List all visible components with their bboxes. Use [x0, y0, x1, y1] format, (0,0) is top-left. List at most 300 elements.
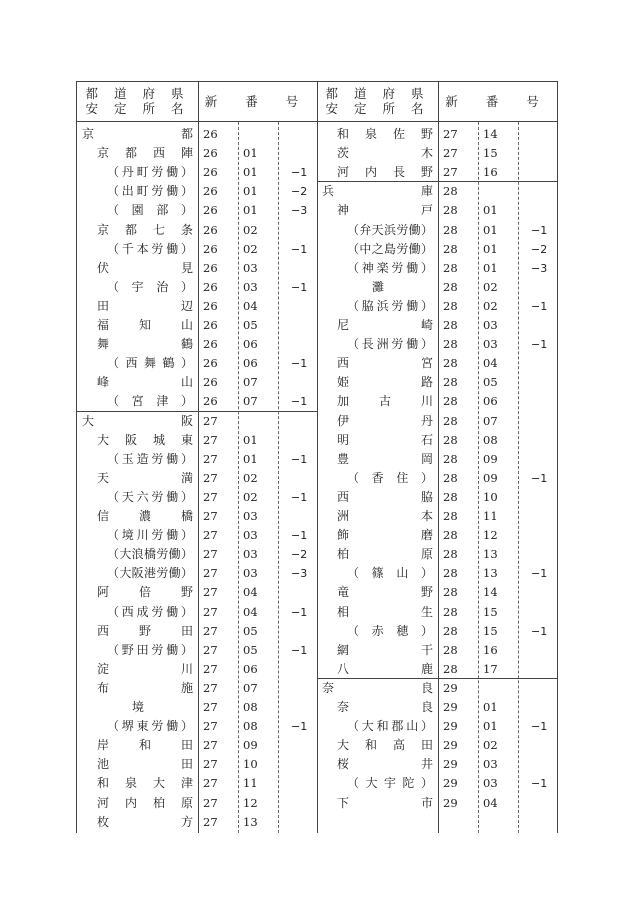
- prefecture-number: 26: [203, 337, 218, 352]
- prefecture-number: 27: [203, 642, 218, 657]
- prefecture-number: 27: [203, 757, 218, 772]
- office-number: 13: [483, 547, 498, 562]
- prefecture-number: 28: [443, 356, 458, 371]
- table-row: [77, 717, 317, 736]
- prefecture-number: 28: [443, 432, 458, 447]
- office-name: （ 境 川 労 働 ）: [107, 528, 193, 543]
- office-name-cell: [77, 717, 198, 736]
- sub-number: −3: [531, 261, 548, 275]
- office-number: 04: [483, 795, 498, 810]
- table-row: [77, 774, 317, 793]
- office-name: 洲 本: [337, 509, 433, 523]
- office-name: （ 野 田 労 働 ）: [107, 642, 193, 657]
- table-row: [317, 297, 558, 316]
- prefecture-number: 27: [203, 680, 218, 695]
- table-row: [77, 583, 317, 602]
- table-row: [77, 431, 317, 450]
- office-number: 09: [483, 470, 498, 485]
- office-name: （ 西 舞 鶴 ）: [107, 356, 193, 371]
- sub-number: −1: [291, 242, 308, 256]
- table-row: [317, 507, 558, 526]
- prefecture-number: 27: [443, 127, 458, 141]
- office-name-cell: [77, 755, 198, 774]
- office-name: 灘: [372, 279, 385, 294]
- table-header: [317, 82, 558, 122]
- prefecture-number: 28: [443, 489, 458, 504]
- table-row: [77, 125, 317, 144]
- office-number: 03: [483, 776, 498, 791]
- office-number: 06: [483, 394, 498, 409]
- office-name-cell: [77, 603, 198, 622]
- office-name: 舞 鶴: [97, 337, 193, 352]
- prefecture-number: 27: [203, 661, 218, 676]
- office-name-cell: [317, 507, 438, 526]
- table-row: [317, 450, 558, 469]
- table-row: [77, 240, 317, 259]
- prefecture-number: 29: [443, 719, 458, 734]
- table-row: [77, 603, 317, 622]
- office-name: 京 都 西 陣: [97, 146, 193, 161]
- office-number: 04: [483, 356, 498, 371]
- office-name: 和 泉 佐 野: [337, 127, 433, 141]
- prefecture-number: 28: [443, 394, 458, 409]
- sub-number: −1: [531, 624, 548, 638]
- office-name: 相 生: [337, 604, 433, 619]
- prefecture-number: 28: [443, 661, 458, 676]
- table-row: [77, 373, 317, 392]
- prefecture-number: 26: [203, 356, 218, 371]
- office-number: 04: [243, 298, 258, 313]
- name-header-line2: 安 定 所 名: [85, 101, 190, 116]
- table-row: [77, 259, 317, 278]
- prefecture-number: 26: [203, 298, 218, 313]
- office-number: 16: [483, 642, 498, 657]
- table-row: [317, 641, 558, 660]
- office-name-cell: [77, 201, 198, 220]
- sub-number: −1: [291, 280, 308, 294]
- prefecture-number: 27: [203, 795, 218, 810]
- office-name-cell: [77, 163, 198, 182]
- office-number: 03: [483, 757, 498, 772]
- office-number: 01: [483, 260, 498, 275]
- sub-number: −1: [531, 338, 548, 352]
- office-name: （ 弁 天 浜 労 働 ）: [347, 222, 433, 237]
- office-name-cell: [317, 259, 438, 278]
- table-row: [77, 507, 317, 526]
- office-name: 尼 崎: [337, 318, 433, 332]
- office-name: （ 宮 津 ）: [107, 394, 193, 409]
- table-row: [317, 412, 558, 431]
- office-name: （ 園 部 ）: [107, 203, 193, 218]
- office-name-cell: [317, 774, 438, 793]
- office-name-cell: [317, 679, 438, 698]
- prefecture-number: 29: [443, 680, 458, 695]
- table-row: [77, 335, 317, 354]
- prefecture-number: 28: [443, 585, 458, 600]
- office-number: 06: [243, 356, 258, 371]
- prefecture-number: 28: [443, 298, 458, 313]
- office-name: 八 鹿: [337, 661, 433, 676]
- office-name-cell: [317, 794, 438, 813]
- prefecture-number: 27: [203, 719, 218, 734]
- office-name-cell: [77, 794, 198, 813]
- office-name: （ 大 和 郡 山 ）: [347, 719, 433, 734]
- prefecture-number: 26: [203, 127, 218, 141]
- table-row: [77, 221, 317, 240]
- office-name-cell: [77, 144, 198, 163]
- office-name: 伏 見: [97, 260, 193, 275]
- office-name: （ 脇 浜 労 働 ）: [347, 298, 433, 313]
- table-row: [317, 163, 558, 182]
- table-row: [317, 240, 558, 259]
- office-number: 03: [483, 337, 498, 352]
- office-number: 03: [243, 260, 258, 275]
- name-header-line2: 安 定 所 名: [325, 101, 430, 116]
- table-row: [317, 698, 558, 717]
- office-name: 河 内 柏 原: [97, 795, 193, 810]
- office-name: 池 田: [97, 757, 193, 772]
- office-name-cell: [317, 412, 438, 431]
- office-number: 03: [243, 547, 258, 562]
- office-name-cell: [77, 583, 198, 602]
- office-name-cell: [77, 316, 198, 335]
- office-number: 15: [483, 604, 498, 619]
- office-name: 福 知 山: [97, 318, 193, 332]
- office-name-cell: [77, 545, 198, 564]
- prefecture-number: 27: [203, 776, 218, 791]
- table-body-right: [317, 122, 558, 833]
- table-row: [317, 583, 558, 602]
- office-name-cell: [317, 297, 438, 316]
- office-name-cell: [77, 813, 198, 832]
- office-number: 03: [243, 509, 258, 523]
- prefecture-number: 27: [203, 451, 218, 466]
- office-number: 01: [243, 146, 258, 161]
- table-row: [77, 469, 317, 488]
- office-number: 01: [483, 203, 498, 218]
- office-name: 網 干: [337, 642, 433, 657]
- prefecture-number: 28: [443, 604, 458, 619]
- office-name-cell: [317, 603, 438, 622]
- office-name: （ 長 洲 労 働 ）: [347, 337, 433, 352]
- office-number: 01: [483, 719, 498, 734]
- prefecture-number: 29: [443, 757, 458, 772]
- table-row: [77, 641, 317, 660]
- prefecture-number: 29: [443, 776, 458, 791]
- office-name-cell: [317, 431, 438, 450]
- office-name: 下 市: [337, 795, 433, 810]
- table-left-half: [77, 82, 318, 833]
- office-name: （ 神 楽 労 働 ）: [347, 260, 433, 275]
- office-name: （ 赤 穂 ）: [347, 623, 433, 638]
- office-number: 08: [483, 432, 498, 447]
- table-row: [317, 736, 558, 755]
- prefecture-number: 27: [443, 165, 458, 180]
- office-number: 11: [243, 776, 258, 791]
- prefecture-number: 27: [203, 509, 218, 523]
- office-number: 05: [483, 375, 498, 390]
- table-row: [317, 392, 558, 411]
- number-column-header: 新 番 号: [204, 94, 311, 109]
- prefecture-number: 26: [203, 279, 218, 294]
- office-number: 09: [483, 451, 498, 466]
- office-name: 大 和 高 田: [337, 738, 433, 753]
- prefecture-number: 28: [443, 623, 458, 638]
- office-number: 03: [243, 279, 258, 294]
- office-name-cell: [77, 622, 198, 641]
- office-name: 西 脇: [337, 489, 433, 504]
- prefecture-number: 28: [443, 337, 458, 352]
- prefecture-number: 27: [203, 585, 218, 600]
- prefecture-number: 28: [443, 184, 458, 199]
- office-name-cell: [317, 392, 438, 411]
- sub-number: −1: [291, 529, 308, 543]
- office-name-cell: [317, 717, 438, 736]
- prefecture-number: 28: [443, 222, 458, 237]
- office-number: 05: [243, 642, 258, 657]
- office-name-cell: [317, 469, 438, 488]
- office-name-cell: [317, 564, 438, 583]
- sub-number: −3: [291, 567, 308, 581]
- table-row: [317, 660, 558, 679]
- office-number: 02: [243, 470, 258, 485]
- office-number: 07: [243, 375, 258, 390]
- sub-number: −1: [531, 299, 548, 313]
- prefecture-number: 27: [203, 470, 218, 485]
- prefecture-number: 27: [203, 566, 218, 581]
- office-name-cell: [317, 526, 438, 545]
- office-number: 01: [243, 165, 258, 180]
- table-row: [317, 526, 558, 545]
- office-name: 飾 磨: [337, 528, 433, 543]
- table-row: [77, 144, 317, 163]
- office-name-cell: [317, 641, 438, 660]
- prefecture-number: 28: [443, 203, 458, 218]
- table-row: [317, 622, 558, 641]
- prefecture-number: 26: [203, 222, 218, 237]
- office-number: 01: [243, 451, 258, 466]
- office-number: 13: [483, 566, 498, 581]
- office-name: 布 施: [97, 680, 193, 695]
- table-row: [317, 201, 558, 220]
- office-name-cell: [77, 354, 198, 373]
- office-number: 02: [483, 298, 498, 313]
- office-name-cell: [317, 755, 438, 774]
- prefecture-number: 29: [443, 738, 458, 753]
- prefecture-number: 26: [203, 184, 218, 199]
- office-number: 01: [483, 241, 498, 256]
- office-name: 伊 丹: [337, 413, 433, 428]
- office-name-cell: [77, 412, 198, 431]
- office-number: 09: [243, 738, 258, 753]
- prefecture-number: 27: [203, 489, 218, 504]
- table-row: [317, 431, 558, 450]
- table-row: [317, 144, 558, 163]
- office-name: （ 出 町 労 働 ）: [107, 184, 193, 199]
- office-name: 明 石: [337, 432, 433, 447]
- office-name: 田 辺: [97, 298, 193, 313]
- sub-number: −1: [291, 605, 308, 619]
- table-row: [77, 660, 317, 679]
- office-number: 02: [243, 489, 258, 504]
- office-name-cell: [77, 526, 198, 545]
- prefecture-number: 27: [443, 146, 458, 161]
- office-number: 07: [483, 413, 498, 428]
- office-name-cell: [317, 583, 438, 602]
- table-row: [317, 354, 558, 373]
- office-number: 01: [483, 222, 498, 237]
- sub-number: −1: [291, 395, 308, 409]
- office-number: 17: [483, 661, 498, 676]
- office-name: 京 都: [82, 127, 193, 141]
- office-name-cell: [317, 278, 438, 297]
- name-column-header: [317, 82, 439, 121]
- office-name-cell: [77, 125, 198, 144]
- office-name-cell: [317, 660, 438, 679]
- office-name-cell: [317, 316, 438, 335]
- prefecture-number: 27: [203, 413, 218, 428]
- table-header: [77, 82, 317, 122]
- office-name-cell: [317, 201, 438, 220]
- office-number: 07: [243, 394, 258, 409]
- office-name: 阿 倍 野: [97, 585, 193, 600]
- office-name: 姫 路: [337, 375, 433, 390]
- table-row: [77, 278, 317, 297]
- prefecture-number: 27: [203, 814, 218, 829]
- table-row: [317, 181, 558, 201]
- sub-number: −1: [531, 720, 548, 734]
- table-row: [317, 259, 558, 278]
- office-name-cell: [77, 641, 198, 660]
- office-name-cell: [77, 259, 198, 278]
- office-name: 境: [132, 700, 145, 714]
- office-name: 京 都 七 条: [97, 222, 193, 237]
- office-name: （ 西 成 労 働 ）: [107, 604, 193, 619]
- office-name: （ 大 浪 橋 労 働 ）: [107, 547, 193, 562]
- table-row: [317, 125, 558, 144]
- office-name-cell: [77, 736, 198, 755]
- office-number: 04: [243, 604, 258, 619]
- prefecture-number: 28: [443, 413, 458, 428]
- office-name-cell: [77, 431, 198, 450]
- office-name-cell: [77, 240, 198, 259]
- office-name-cell: [317, 144, 438, 163]
- office-number: 15: [483, 146, 498, 161]
- prefecture-number: 28: [443, 260, 458, 275]
- table-row: [77, 163, 317, 182]
- office-name: 西 宮: [337, 356, 433, 371]
- table-row: [77, 794, 317, 813]
- table-row: [77, 813, 317, 832]
- prefecture-number: 28: [443, 566, 458, 581]
- office-number: 06: [243, 337, 258, 352]
- prefecture-number: 26: [203, 203, 218, 218]
- office-number: 02: [243, 222, 258, 237]
- office-name: 淀 川: [97, 661, 193, 676]
- office-number: 12: [483, 528, 498, 543]
- office-name-cell: [77, 660, 198, 679]
- office-name-cell: [77, 278, 198, 297]
- office-name-cell: [317, 335, 438, 354]
- prefecture-number: 27: [203, 623, 218, 638]
- table-row: [77, 411, 317, 431]
- office-name: 信 濃 橋: [97, 509, 193, 523]
- office-number: 08: [243, 700, 258, 714]
- office-name-cell: [77, 507, 198, 526]
- table-row: [317, 717, 558, 736]
- office-name: 和 泉 大 津: [97, 776, 193, 791]
- table-row: [77, 564, 317, 583]
- office-name: （ 玉 造 労 働 ）: [107, 451, 193, 466]
- table-row: [77, 182, 317, 201]
- table-row: [77, 755, 317, 774]
- prefecture-number: 29: [443, 700, 458, 714]
- office-name: （ 大 阪 港 労 働 ）: [107, 566, 193, 581]
- office-name: （ 香 住 ）: [347, 470, 433, 485]
- prefecture-number: 27: [203, 700, 218, 714]
- office-name: 峰 山: [97, 375, 193, 390]
- office-number: 01: [243, 184, 258, 199]
- prefecture-number: 26: [203, 146, 218, 161]
- office-name: （ 千 本 労 働 ）: [107, 241, 193, 256]
- office-name: 岸 和 田: [97, 738, 193, 753]
- office-name-cell: [77, 182, 198, 201]
- table-row: [77, 526, 317, 545]
- prefecture-number: 26: [203, 260, 218, 275]
- office-name: （ 堺 東 労 働 ）: [107, 719, 193, 734]
- prefecture-number: 28: [443, 279, 458, 294]
- prefecture-number: 27: [203, 432, 218, 447]
- prefecture-number: 28: [443, 451, 458, 466]
- office-number: 01: [243, 203, 258, 218]
- office-name-cell: [317, 736, 438, 755]
- office-name-cell: [317, 545, 438, 564]
- office-number: 01: [483, 700, 498, 714]
- prefecture-number: 28: [443, 241, 458, 256]
- office-name-cell: [77, 297, 198, 316]
- office-name-cell: [77, 564, 198, 583]
- office-number: 03: [483, 318, 498, 332]
- office-number: 15: [483, 623, 498, 638]
- table-row: [317, 774, 558, 793]
- name-header-line1: 都 道 府 県: [85, 86, 190, 101]
- sub-number: −1: [291, 166, 308, 180]
- table-row: [317, 678, 558, 698]
- prefecture-number: 26: [203, 375, 218, 390]
- table-row: [77, 545, 317, 564]
- office-number: 02: [243, 241, 258, 256]
- office-name: （ 丹 町 労 働 ）: [107, 165, 193, 180]
- table-row: [317, 794, 558, 813]
- table-row: [317, 221, 558, 240]
- prefecture-number: 28: [443, 528, 458, 543]
- office-number: 04: [243, 585, 258, 600]
- office-number-table: [76, 81, 558, 833]
- office-name: （ 大 宇 陀 ）: [347, 776, 433, 791]
- number-column-header: 新 番 号: [445, 94, 551, 109]
- office-number: 05: [243, 623, 258, 638]
- table-row: [77, 316, 317, 335]
- office-name-cell: [317, 373, 438, 392]
- office-name: （ 中 之 島 労 働 ）: [347, 241, 433, 256]
- office-name-cell: [317, 698, 438, 717]
- sub-number: −1: [531, 777, 548, 791]
- office-name: 枚 方: [97, 814, 193, 829]
- office-name: 豊 岡: [337, 451, 433, 466]
- table-body-left: [77, 122, 317, 833]
- office-number: 06: [243, 661, 258, 676]
- office-name: 奈 良: [322, 680, 433, 695]
